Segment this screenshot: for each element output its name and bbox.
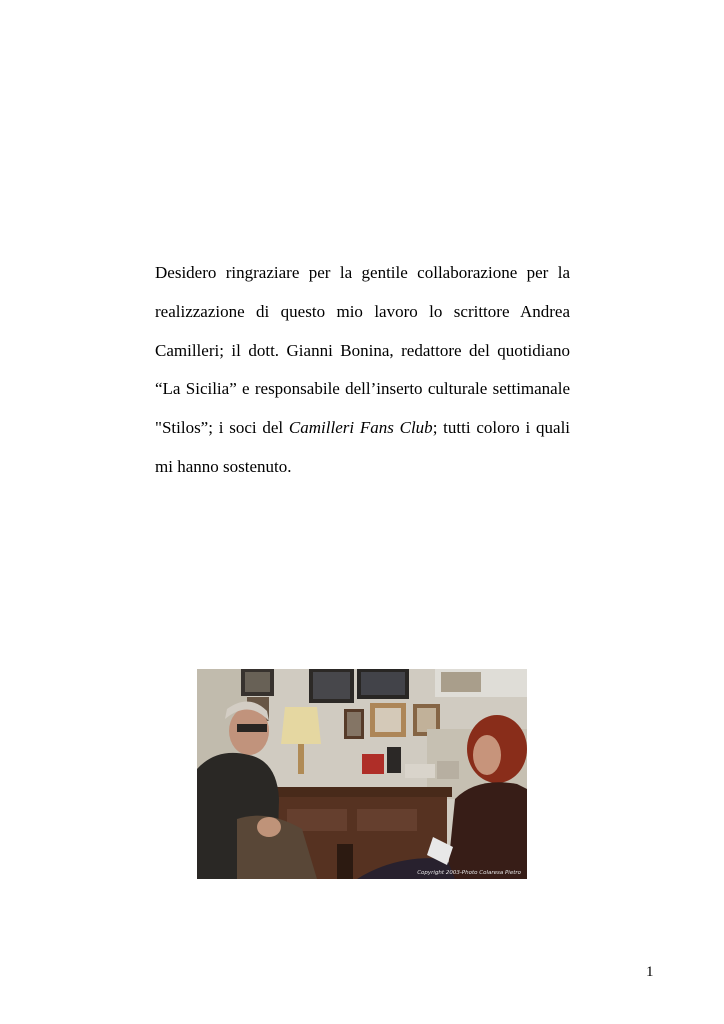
paragraph-line: “La Sicilia” e responsabile dell’inserto culturale settimanale [155, 379, 570, 399]
interview-photo [197, 669, 527, 879]
paragraph-text: "Stilos”; i soci del [155, 418, 289, 438]
paragraph-line [155, 409, 570, 448]
paragraph-line: realizzazione di questo mio lavoro lo scrittore Andrea [155, 301, 570, 321]
photo-illustration [197, 669, 527, 879]
photo-copyright: Copyright 2003-Photo Colaresa Pietro [417, 870, 521, 876]
club-name: Camilleri Fans Club [288, 418, 433, 438]
acknowledgement-paragraph [155, 254, 570, 487]
paragraph-text: ; tutti coloro i quali [432, 418, 571, 438]
paragraph-line: Camilleri; il dott. Gianni Bonina, redattore del quotidiano [155, 340, 570, 360]
paragraph-line: mi hanno sostenuto. [155, 456, 292, 476]
paragraph-line: Desidero ringraziare per la gentile collaborazione per la [155, 263, 570, 282]
page-number: 1 [646, 964, 654, 980]
